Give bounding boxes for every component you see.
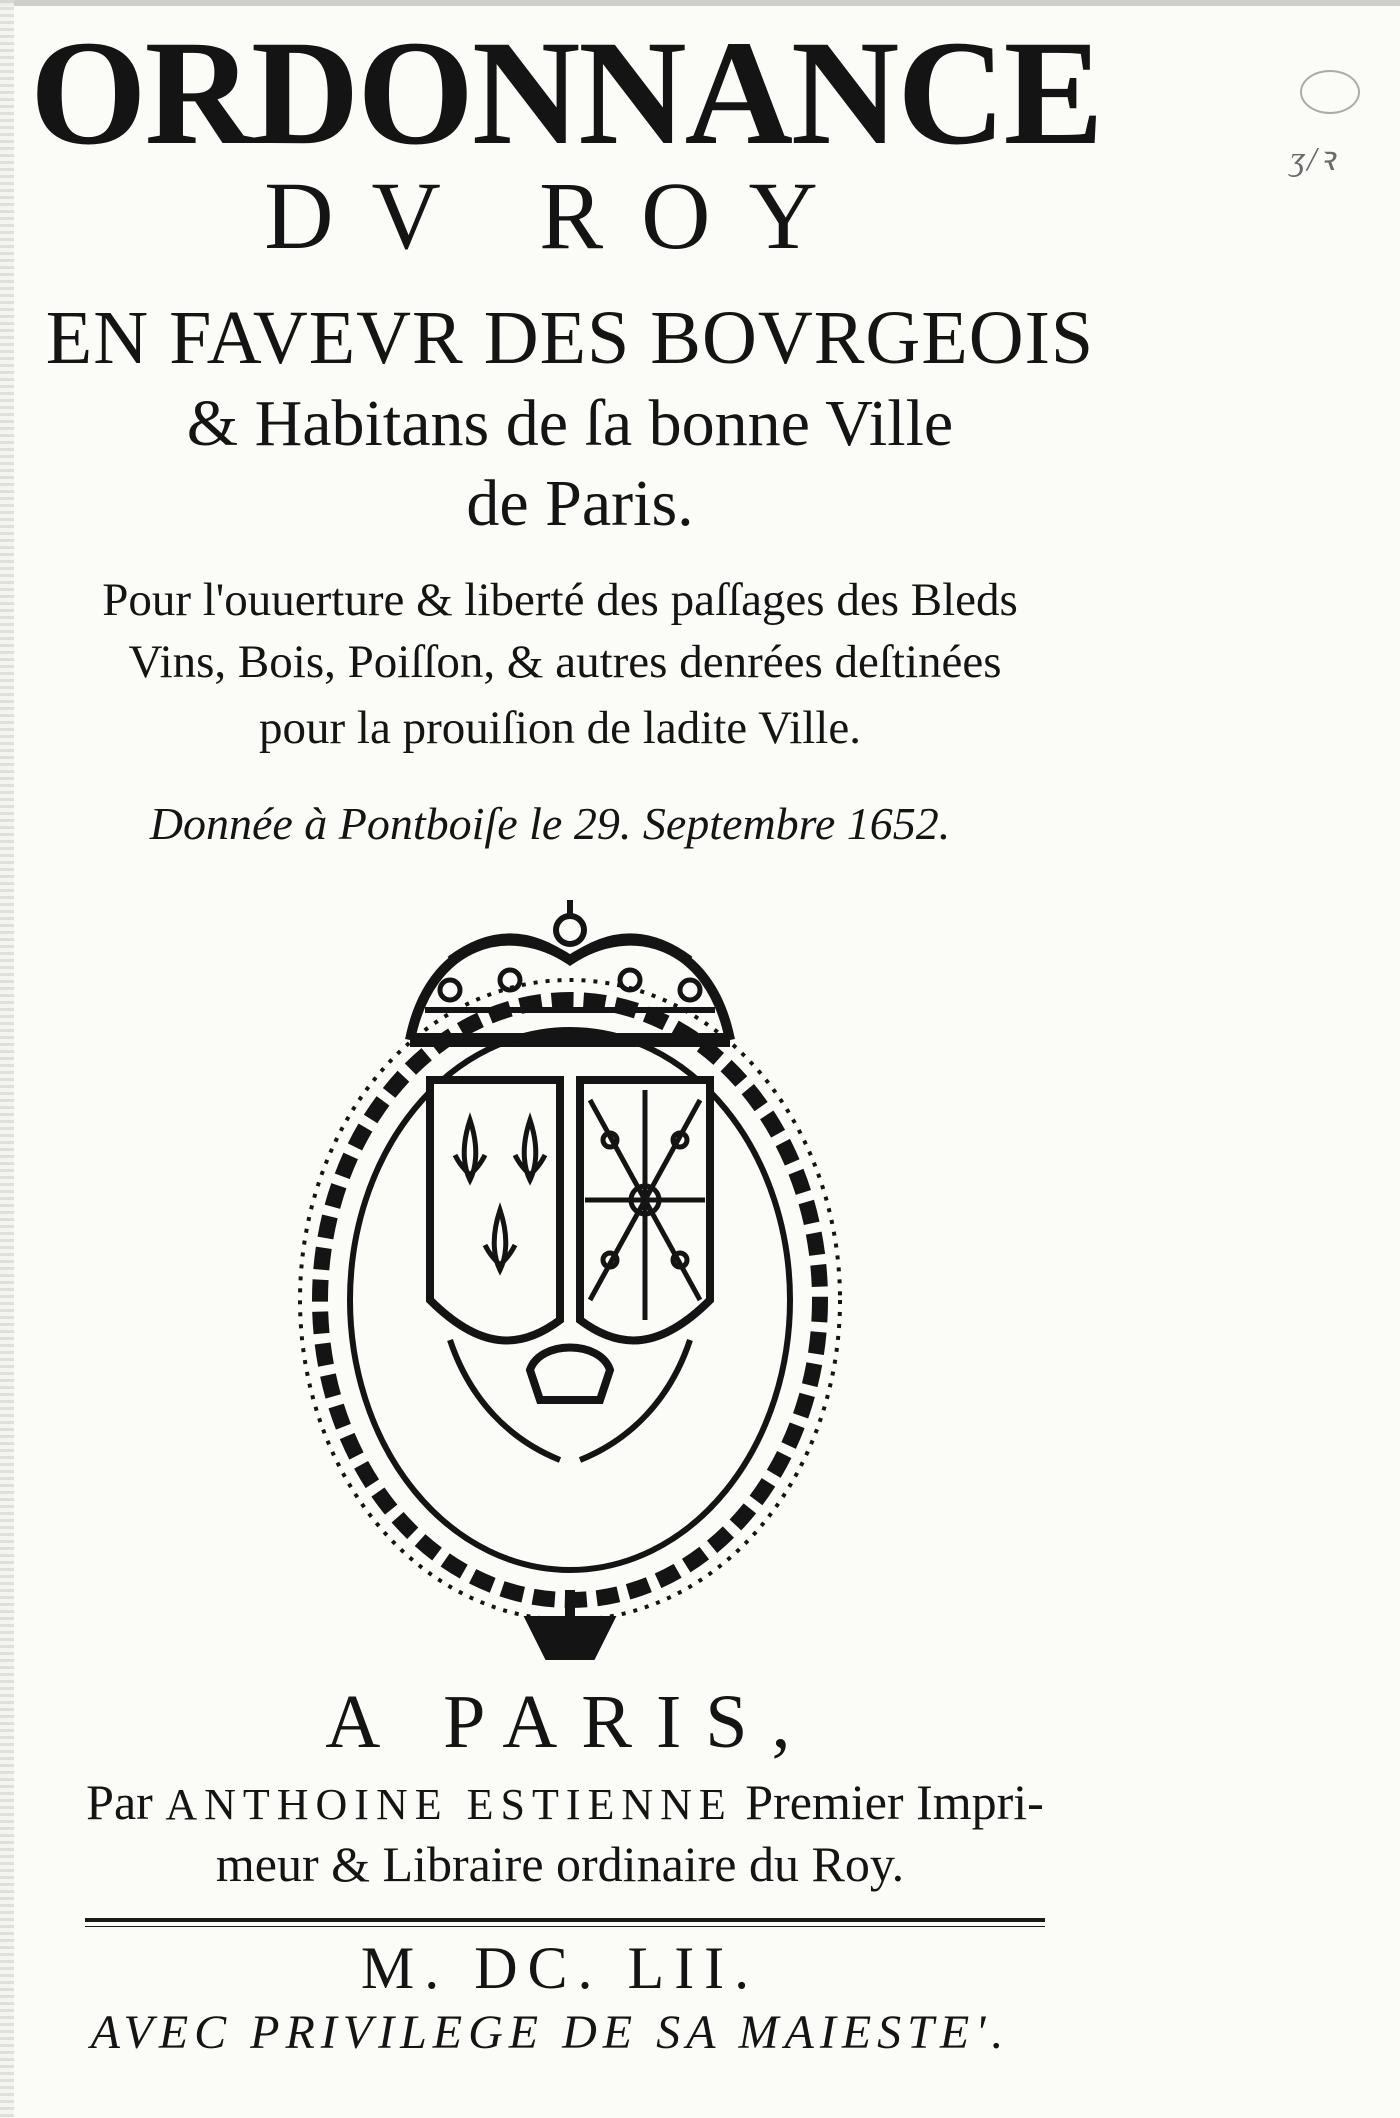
date-line: Donnée à Pontboiſe le 29. Septembre 1652. [149, 798, 951, 849]
library-stamp-icon [1300, 70, 1360, 114]
title-line-4: & Habitans de ſa bonne Ville [186, 387, 954, 460]
printer-line-1 [0, 1772, 1130, 1835]
year-line: M. DC. LII. [360, 1935, 760, 2001]
royal-coat-of-arms-icon [290, 900, 850, 1660]
shelf-mark-icon: ʒ/ꝛ [1290, 141, 1337, 178]
subtitle-line-1: Pour l'ouuerture & liberté des paſſages des Bleds [102, 574, 1018, 626]
divider-rule-thin [85, 1926, 1045, 1927]
scan-edge-top [0, 0, 1400, 6]
title-line-2: DV ROY [264, 162, 856, 269]
printer-line-2: meur & Libraire ordinaire du Roy. [215, 1836, 905, 1892]
divider-rule [85, 1918, 1045, 1922]
title-line-3: EN FAVEVR DES BOVRGEOIS [45, 296, 1095, 380]
subtitle-line-2: Vins, Bois, Poiſſon, & autres denrées deſtinées [128, 636, 1002, 688]
title-line-5: de Paris. [466, 467, 694, 540]
printer-suffix: Premier Impri- [745, 1774, 1044, 1830]
privilege-line: AVEC PRIVILEGE DE SA MAIESTE'. [90, 2006, 1010, 2059]
title-line-1: ORDONNANCE [30, 10, 1102, 176]
subtitle-line-3: pour la prouiſion de ladite Ville. [259, 702, 861, 754]
printer-name: ANTHOINE ESTIENNE [165, 1780, 733, 1829]
printer-prefix: Par [86, 1774, 153, 1830]
city-line: A PARIS, [325, 1680, 815, 1764]
